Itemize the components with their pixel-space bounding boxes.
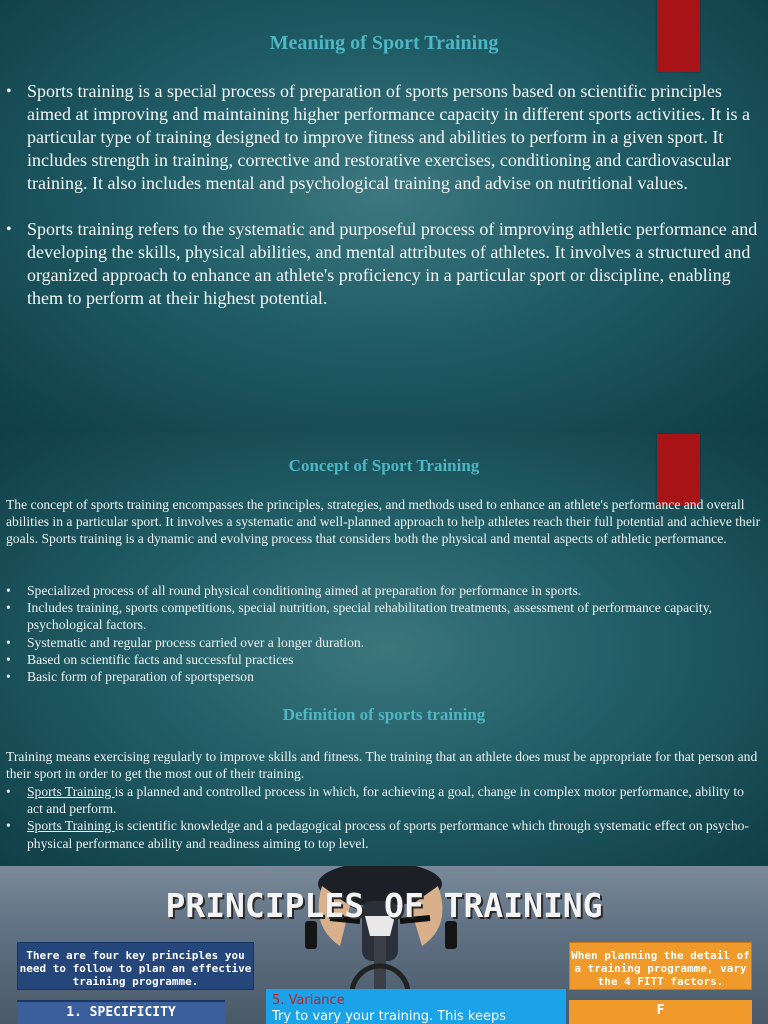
bullet-icon: • [6,784,11,799]
list-item: • Includes training, sports competitions, special nutrition, special rehabilitation treatments, assessment of performance capacity, psychological factors. [6,600,713,633]
term-label: Sports Training [27,784,115,799]
concept-bullet-list [6,582,762,685]
slide-meaning [0,0,768,432]
list-item: • Sports Training is a planned and controlled process in which, for achieving a goal, change in complex motor performance, ability to act and perform. [6,784,744,817]
list-item: • Based on scientific facts and successful practices [6,651,294,667]
bullet-icon: • [6,634,11,650]
bullet-icon: • [6,818,11,834]
meaning-bullet-list [6,80,764,333]
variance-text: Try to vary your training. This keeps [272,1009,506,1024]
list-item: • Sports training is a special process of preparation of sports persons based on scientific principles aimed at improving and maintaining higher performance capacity in different sports activities. It is a particular type of training designed to improve fitness and abilities to perform in a given sport. It includes strength in training, corrective and restorative exercises, conditioning and cardiovascular training. It also includes mental and psychological training and advise on nutritional values. [6,81,750,193]
definition-paragraph: Training means exercising regularly to improve skills and fitness. The training that an athlete does must be appropriate for that person and their sport in order to get the most out of their training. [6,749,758,782]
slide-concept [0,432,768,866]
fitt-intro-box: When planning the detail of a training programme, vary the 4 FITT factors. [569,942,752,990]
fitt-letter-f: F [569,1000,752,1024]
term-label: Sports Training [27,818,115,834]
definition-bullet-list [6,783,762,852]
bullet-icon: • [6,583,11,598]
poster-title: PRINCIPLES OF TRAINING [165,886,603,925]
list-item: • Specialized process of all round physical conditioning aimed at preparation for performance in sports. [6,583,582,598]
variance-box [266,989,566,1024]
bullet-icon: • [6,651,11,667]
list-item: • Basic form of preparation of sportsperson [6,669,254,685]
bullet-icon: • [6,669,11,685]
principles-poster-image [0,866,768,1024]
bullet-icon: • [6,221,12,238]
slide-title-concept: Concept of Sport Training [288,456,480,475]
list-item: • Systematic and regular process carried over a longer duration. [6,634,365,650]
principles-intro-box: There are four key principles you need to follow to plan an effective training programme. [17,942,254,990]
concept-paragraph: The concept of sports training encompasses the principles, strategies, and methods used to enhance an athlete's performance and overall abilities in a particular sport. It involves a systematic and well-planned approach to help athletes reach their full potential and achieve their goals. Sports training is a dynamic and evolving process that considers both the physical and mental aspects of athletic performance. [6,497,761,547]
bullet-icon: • [6,600,11,616]
specificity-label: 1. SPECIFICITY [17,1000,225,1024]
list-item: • Sports Training is scientific knowledge and a pedagogical process of sports performance which through systematic effect on psycho-physical performance ability and readiness aiming to top level. [6,818,749,851]
bullet-icon: • [6,83,12,100]
list-item: • Sports training refers to the systematic and purposeful process of improving athletic performance and developing the skills, physical abilities, and mental attributes of athletes. It involves a structured and organized approach to enhance an athlete's proficiency in a particular sport or discipline, enabling them to perform at their highest potential. [6,219,758,308]
slide-title-meaning: Meaning of Sport Training [269,32,499,54]
definition-title: Definition of sports training [282,705,486,724]
variance-title: 5. Variance [272,993,345,1008]
